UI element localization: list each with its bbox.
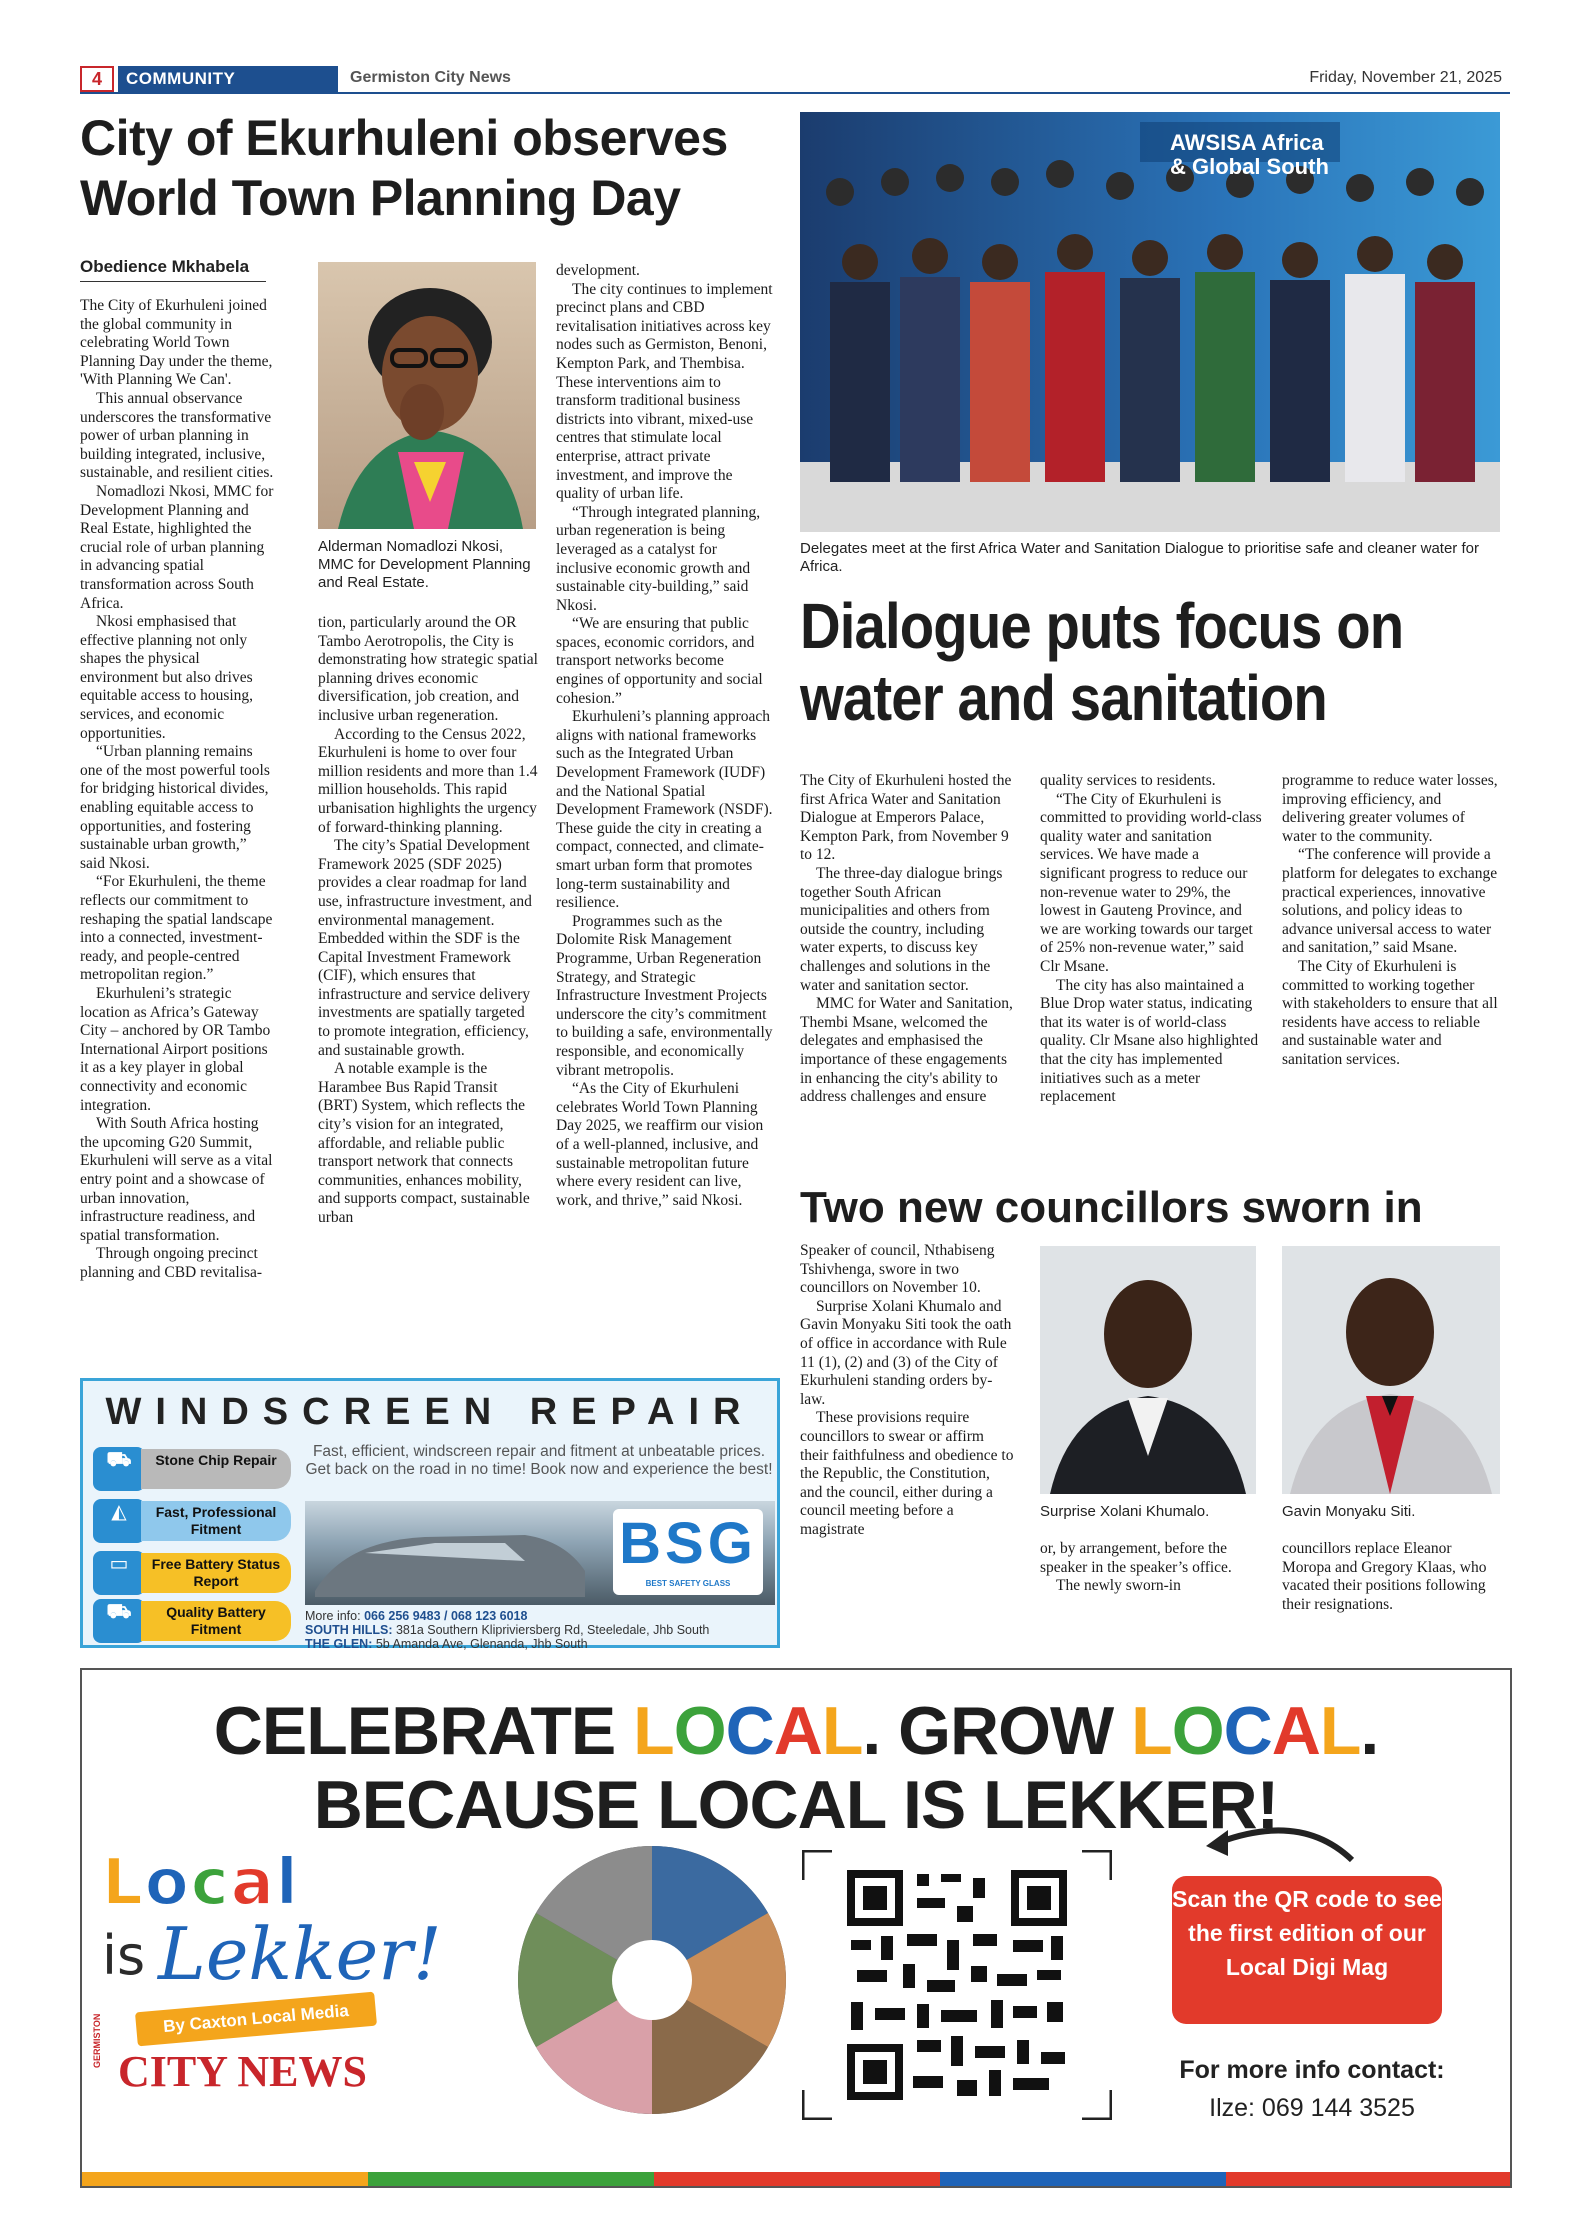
logo-word-lekker: Lekker! [158,1912,442,1996]
paragraph: “We are ensuring that public spaces, economic corridors, and transport networks become engines of opportunity and social cohesion.” [556,615,763,707]
coloured-letter: L [633,1693,674,1769]
story2-column-3 [1282,772,1502,1070]
slogan-part: . [1360,1693,1379,1769]
photo-collage-wheel [512,1840,792,2120]
glen-address: 5b Amanda Ave, Glenanda, Jhb South [375,1637,588,1651]
story2-headline-line2: water and sanitation [800,662,1327,734]
paragraph: The City of Ekurhuleni joined the global community in celebrating World Town Planning Day under the theme, 'With Planning We Can'. [80,297,273,389]
ad-slogan-line2: BECAUSE LOCAL IS LEKKER! [313,1767,1279,1843]
logo-letter: L [102,1846,145,1920]
feature-fitment [93,1499,293,1543]
paragraph: A notable example is the Harambee Bus Rapid Transit (BRT) System, which reflects the city’s vision for an integrated, affordable, and reliable public transport network that connects communities, enhances mobility, and supports compact, sustainable urban [318,1060,530,1226]
delegates-photo-caption: Delegates meet at the first Africa Water and Sanitation Dialogue to prioritise safe and cleaner water for Africa. [800,540,1479,575]
logo-word-local [102,1846,300,1920]
paper-prefix: GERMISTON [92,2013,102,2068]
coloured-letter: L [1131,1693,1172,1769]
paragraph: “As the City of Ekurhuleni celebrates World Town Planning Day 2025, we reaffirm our vision of a well-planned, inclusive, and sustainable metropolitan future where every resident can live, work, and thrive,” said Nkosi. [556,1080,764,1209]
delegates-photo [800,112,1500,532]
city-news-logo: CITY NEWS [118,2047,367,2096]
windscreen-icon: ◭ [93,1499,145,1543]
paragraph: The City of Ekurhuleni is committed to working together with stakeholders to ensure that all residents have access to reliable and sustainable water and sanitation services. [1282,957,1498,1068]
header-rule [80,92,1510,94]
nkosi-photo-caption: Alderman Nomadlozi Nkosi, MMC for Development Planning and Real Estate. [318,538,531,591]
story3-headline: Two new councillors sworn in [800,1183,1423,1232]
story3-column-2 [1040,1540,1256,1596]
section-label: COMMUNITY [118,66,338,92]
coloured-letter: L [1319,1693,1361,1769]
feature-label: Free Battery Status Report [141,1553,291,1593]
byline: Obedience Mkhabela [80,257,266,282]
bsg-logo-tagline: BEST SAFETY GLASS [645,1579,731,1588]
local-is-lekker-ad[interactable] [80,1668,1512,2188]
local-is-lekker-logo [92,1846,462,2096]
paragraph: “The City of Ekurhuleni is committed to providing world-class quality water and sanitation services. We have made a significant progress to reduce our non-revenue water to 29%, the lowest in Gauteng Province, and we are working towards our target of 25% non-revenue water,” said Clr Msane. [1040,790,1262,975]
ad-pitch: Fast, efficient, windscreen repair and fitment at unbeatable prices. Get back on the road in no time! Book now and experience the best! [305,1443,773,1478]
feature-battery-report [93,1551,293,1595]
publication-name: Germiston City News [350,69,511,86]
paragraph: These provisions require councillors to swear or affirm their faithfulness and obedience to the Republic, the Constitution, and the council, either during a council meeting before a magistrate [800,1409,1014,1538]
ad-contact-info [305,1609,775,1651]
feature-label: Stone Chip Repair [141,1449,291,1489]
logo-letter: c [190,1846,231,1920]
paragraph: The three-day dialogue brings together South African municipalities and others from outside the country, including water experts, to discuss key challenges and solutions in the water and sanitation sector. [800,864,1003,994]
paragraph: MMC for Water and Sanitation, Thembi Msane, welcomed the delegates and emphasised the importance of these engagements in enhancing the city's ability to address challenges and ensure [800,995,1013,1106]
logo-letter: a [230,1846,276,1920]
paragraph: “For Ekurhuleni, the theme reflects our commitment to reshaping the spatial landscape into a connected, investment-ready, and people-centred metropolitan region.” [80,873,273,984]
car-photo [305,1501,775,1605]
contact-label: For more info contact: [1179,2056,1445,2084]
paragraph: Speaker of council, Nthabiseng Tshivhenga, swore in two councillors on November 10. [800,1242,995,1297]
slogan-local-coloured [633,1693,862,1769]
south-hills-address: 381a Southern Klipriviersberg Rd, Steeledale, Jhb South [395,1623,710,1637]
conference-banner-text-2: & Global South [1170,154,1329,179]
paragraph: Through ongoing precinct planning and CBD revitalisa- [80,1245,263,1281]
bsg-logo [613,1509,763,1595]
paragraph: Surprise Xolani Khumalo and Gavin Monyaku Siti took the oath of office in accordance with Rule 11 (1), (2) and (3) of the City of Ekurhuleni standing orders by-law. [800,1297,1012,1408]
paragraph: development. [556,262,640,279]
logo-ribbon: By Caxton Local Media [135,1992,377,2047]
story1-headline-line2: World Town Planning Day [80,170,681,226]
paragraph: Programmes such as the Dolomite Risk Management Programme, Urban Regeneration Strategy, and Strategic Infrastructure Investment Projects underscore the city’s commitment to building a safe, environmentally responsible, and economically vibrant metropolis. [556,912,773,1079]
paragraph: quality services to residents. [1040,772,1216,789]
coloured-letter: C [1223,1693,1272,1769]
paragraph: “Through integrated planning, urban regeneration is being leveraged as a catalyst for inclusive economic growth and sustainable city-building,” said Nkosi. [556,503,761,614]
coloured-letter: O [1171,1693,1224,1769]
coloured-letter: A [1271,1693,1320,1769]
paragraph: “Urban planning remains one of the most powerful tools for bridging historical divides, enabling equitable access to opportunities, and fostering sustainable urban growth,” said Nkosi. [80,743,270,872]
paragraph: With South Africa hosting the upcoming G20 Summit, Ekurhuleni will serve as a vital entry point and a showcase of urban innovation, infrastructure readiness, and spatial transformation. [80,1115,273,1244]
scan-qr-callout: Scan the QR code to see the first edition of our Local Digi Mag [1172,1876,1442,2024]
coloured-letter: A [773,1693,822,1769]
paragraph: Nkosi emphasised that effective planning not only shapes the physical environment but also drives equitable access to housing, services, and economic opportunities. [80,613,254,742]
story3-column-1 [800,1242,1016,1540]
story2-column-2 [1040,772,1262,1107]
siti-photo [1282,1246,1500,1494]
paragraph: Ekurhuleni’s planning approach aligns with national frameworks such as the Integrated Urban Development Framework (IUDF) and the National Spatial Development Framework (NSDF). These guide the city in creating a compact, connected, and climate-smart urban form that promotes long-term sustainability and resilience. [556,708,773,912]
logo-word-is: is [102,1924,146,1987]
page-number: 4 [80,66,114,92]
paragraph: The City of Ekurhuleni hosted the first Africa Water and Sanitation Dialogue at Emperors Palace, Kempton Park, from November 9 to 12. [800,772,1012,864]
khumalo-photo [1040,1246,1256,1494]
paragraph: programme to reduce water losses, improving efficiency, and delivering greater volumes of water to the community. [1282,772,1498,845]
windscreen-repair-ad[interactable] [80,1378,780,1651]
story2-headline-line1: Dialogue puts focus on [800,590,1404,662]
south-hills-label: SOUTH HILLS: [305,1623,393,1637]
ad-slogan-line1 [82,1692,1510,1770]
info-phone[interactable]: 066 256 9483 / 068 123 6018 [364,1609,528,1623]
story3-column-3 [1282,1540,1500,1614]
coloured-letter: C [725,1693,774,1769]
coloured-letter: O [673,1693,726,1769]
story1-column-3 [556,262,774,1210]
info-label: More info: [305,1609,361,1623]
conference-banner-text: AWSISA Africa [1170,130,1324,155]
paragraph: This annual observance underscores the transformative power of urban planning in building integrated, inclusive, sustainable, and resilient cities. [80,389,274,482]
paragraph: “The conference will provide a platform for delegates to exchange practical experiences, innovative solutions, and policy ideas to advance universal access to water and sanitation,” said Msane. [1282,846,1498,957]
colour-stripe [82,2172,1510,2186]
story1-column-2 [318,614,538,1228]
feature-label: Fast, Professional Fitment [141,1501,291,1541]
issue-date: Friday, November 21, 2025 [1309,69,1502,86]
logo-letter: o [144,1846,191,1920]
story2-headline [800,590,1522,734]
paragraph: The city has also maintained a Blue Drop water status, indicating that its water is of world-class quality. Clr Msane also highlighted that the city has implemented initiatives such as a meter replacement [1040,976,1259,1106]
khumalo-photo-caption: Surprise Xolani Khumalo. [1040,1503,1210,1520]
ad-title: WINDSCREEN REPAIR [105,1391,755,1433]
paragraph: Ekurhuleni’s strategic location as Africa’s Gateway City – anchored by OR Tambo International Airport positions it as a key player in global connectivity and economic integration. [80,984,271,1114]
paragraph: tion, particularly around the OR Tambo Aerotropolis, the City is demonstrating how strategic spatial planning drives economic diversification, job creation, and inclusive urban regeneration. [318,614,538,724]
feature-stone-chip [93,1447,293,1491]
page-header [80,66,1510,92]
siti-photo-caption: Gavin Monyaku Siti. [1282,1503,1416,1520]
feature-battery-fitment [93,1599,293,1643]
bsg-logo-letters: BSG [619,1511,757,1576]
slogan-part: CELEBRATE [213,1693,634,1769]
battery-car-icon: ⛟ [93,1599,145,1643]
story1-headline [80,108,800,228]
paragraph: or, by arrangement, before the speaker in the speaker’s office. [1040,1540,1232,1576]
slogan-part: . GROW [862,1693,1132,1769]
story1-column-1 [80,297,274,1282]
car-chip-icon: ⛟ [93,1447,145,1491]
paragraph: The newly sworn-in [1056,1577,1181,1595]
slogan-local-coloured [1131,1693,1360,1769]
glen-label: THE GLEN: [305,1637,373,1651]
paragraph: The city’s Spatial Development Framework 2025 (SDF 2025) provides a clear roadmap for land use, infrastructure investment, and environmental management. Embedded within the SDF is the Capital Investment Framework (CIF), which ensures that infrastructure and service delivery investments are spatially targeted to promote integration, efficiency, and sustainable growth. [318,837,532,1059]
paragraph: Nomadlozi Nkosi, MMC for Development Planning and Real Estate, highlighted the crucial role of urban planning in advancing spatial transformation across South Africa. [80,482,274,612]
arrow-icon [1202,1816,1362,1866]
paragraph: According to the Census 2022, Ekurhuleni is home to over four million residents and more than 1.4 million households. This rapid urbanisation highlights the urgency of forward-thinking planning. [318,725,538,836]
story1-headline-line1: City of Ekurhuleni observes [80,110,728,166]
qr-code[interactable] [802,1850,1112,2120]
paragraph: councillors replace Eleanor Moropa and Gregory Klaas, who vacated their positions following their resignations. [1282,1540,1487,1613]
logo-letter: l [275,1846,300,1920]
story2-column-1 [800,772,1016,1107]
contact-value[interactable]: Ilze: 069 144 3525 [1209,2094,1415,2122]
paragraph: The city continues to implement precinct plans and CBD revitalisation initiatives across key nodes such as Germiston, Benoni, Kempton Park, and Thembisa. These interventions aim to transform traditional business districts into vibrant, mixed-use centres that stimulate local enterprise, attract private investment, and improve the quality of urban life. [556,280,773,503]
coloured-letter: L [821,1693,863,1769]
nkosi-photo [318,262,536,529]
feature-label: Quality Battery Fitment [141,1601,291,1641]
battery-icon: ▭ [93,1551,145,1595]
